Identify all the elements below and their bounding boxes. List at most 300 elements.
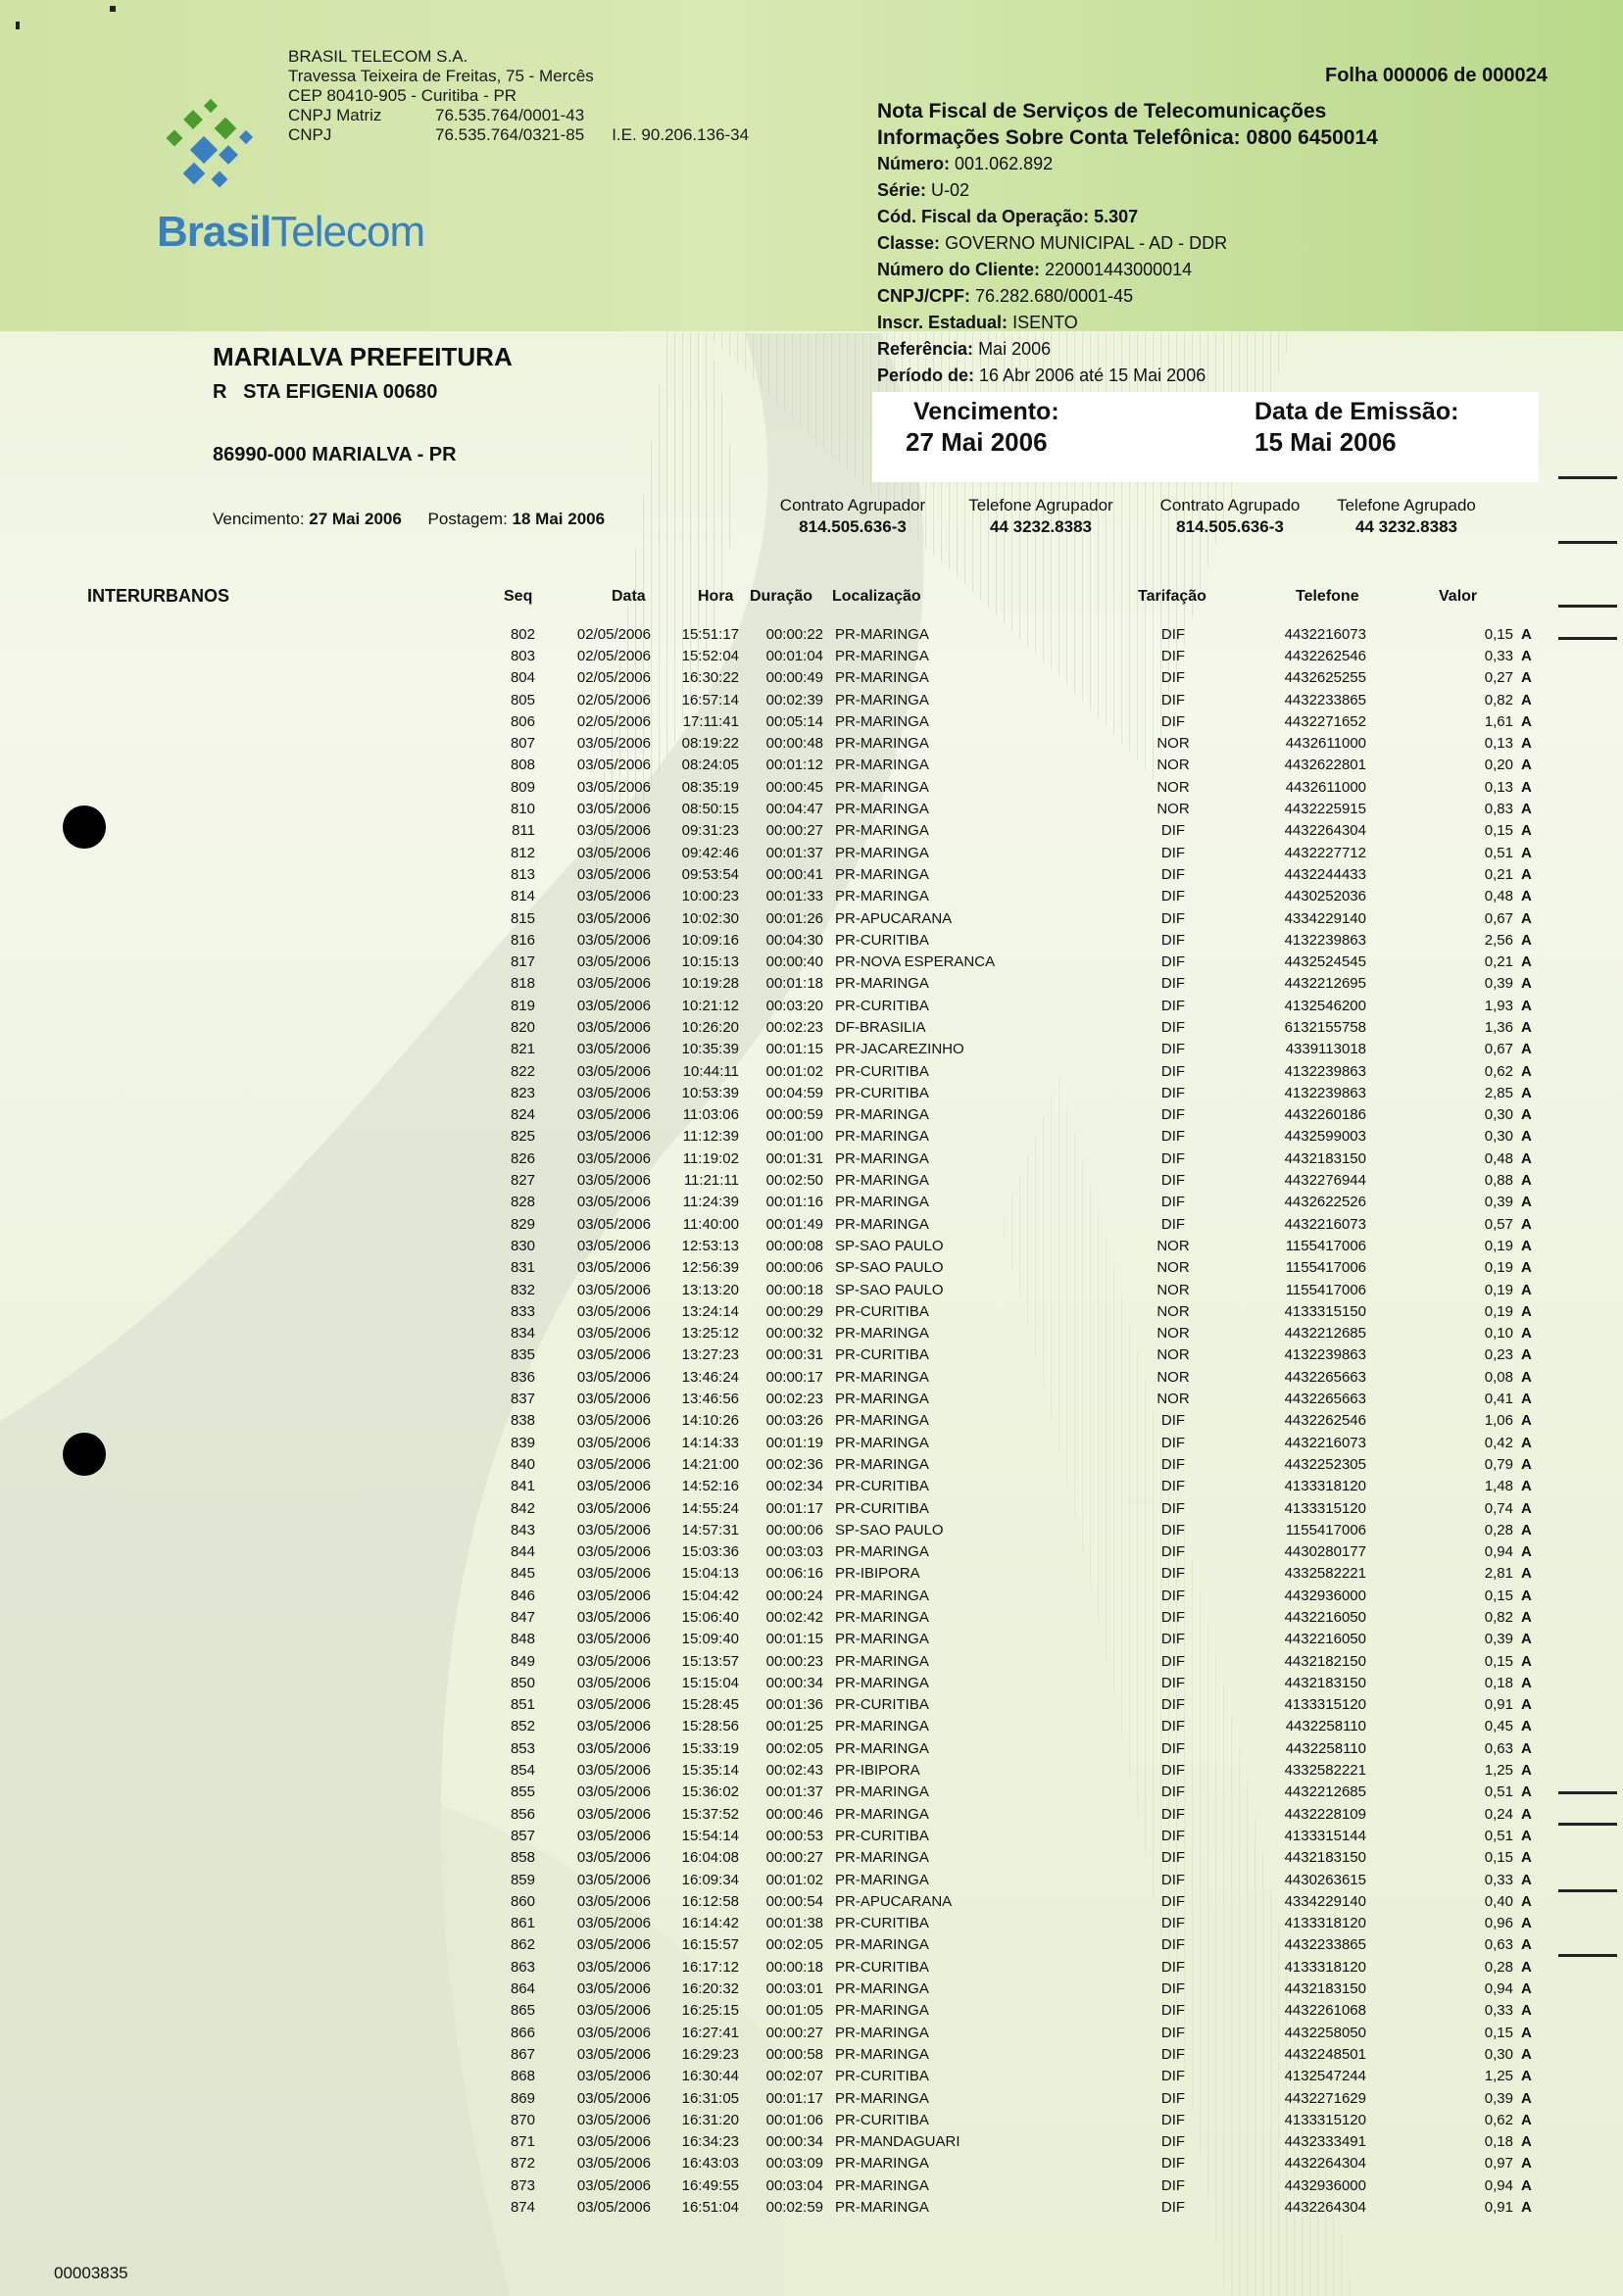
call-flag: A [1521, 1631, 1532, 1648]
company-cnpj-matriz-row [288, 106, 749, 125]
call-date: 03/05/2006 [576, 975, 651, 993]
inscr-value: ISENTO [1012, 313, 1078, 332]
table-row [470, 1169, 1541, 1191]
call-duration: 00:01:26 [765, 909, 823, 927]
call-value: 0,45 [1484, 1718, 1513, 1735]
call-date: 03/05/2006 [576, 1849, 651, 1867]
call-phone: 4432262546 [1284, 1412, 1366, 1430]
table-row [470, 1869, 1541, 1890]
call-time: 13:27:23 [681, 1346, 739, 1364]
call-seq: 839 [510, 1434, 535, 1451]
table-row [470, 1913, 1541, 1934]
call-tariff: DIF [1160, 1434, 1186, 1451]
call-phone: 4432212695 [1284, 975, 1366, 993]
call-tariff: NOR [1156, 1302, 1190, 1320]
call-flag: A [1521, 669, 1532, 687]
call-time: 15:28:45 [681, 1696, 739, 1714]
call-time: 14:57:31 [681, 1521, 739, 1539]
call-time: 08:19:22 [681, 735, 739, 753]
call-value: 0,51 [1484, 1827, 1513, 1844]
call-flag: A [1521, 1281, 1532, 1298]
call-date: 03/05/2006 [576, 931, 651, 949]
call-time: 16:04:08 [681, 1849, 739, 1867]
call-phone: 4432258110 [1285, 1739, 1366, 1757]
call-date: 03/05/2006 [576, 1172, 651, 1190]
call-date: 03/05/2006 [576, 1499, 651, 1517]
call-flag: A [1521, 1434, 1532, 1451]
call-duration: 00:01:12 [765, 757, 823, 774]
call-location: PR-MARINGA [835, 1149, 929, 1167]
margin-mark [1558, 637, 1617, 640]
nota-classe-row [877, 230, 1378, 257]
call-date: 02/05/2006 [576, 712, 651, 730]
call-tariff: DIF [1160, 1172, 1186, 1190]
call-phone: 4432276944 [1284, 1172, 1366, 1190]
call-time: 15:04:42 [681, 1587, 739, 1604]
table-row [470, 973, 1541, 995]
call-duration: 00:02:05 [765, 1739, 823, 1757]
call-location: PR-MARINGA [835, 1587, 929, 1604]
call-seq: 821 [510, 1041, 535, 1058]
table-row [470, 1585, 1541, 1606]
posting-value: 18 Mai 2006 [512, 510, 606, 528]
call-tariff: NOR [1156, 1325, 1190, 1343]
call-time: 15:09:40 [681, 1631, 739, 1648]
call-time: 11:03:06 [682, 1106, 739, 1124]
call-tariff: DIF [1160, 822, 1186, 840]
call-date: 03/05/2006 [576, 1915, 651, 1932]
call-duration: 00:01:00 [765, 1128, 823, 1146]
call-tariff: DIF [1160, 2111, 1186, 2128]
call-phone: 4133315120 [1284, 2111, 1366, 2128]
call-value: 2,81 [1484, 1565, 1513, 1583]
inscr-label: Inscr. Estadual: [877, 313, 1008, 332]
call-value: 0,33 [1484, 647, 1513, 664]
call-location: PR-MARINGA [835, 647, 929, 664]
call-phone: 4432183150 [1284, 1149, 1366, 1167]
call-phone: 4430280177 [1284, 1543, 1366, 1561]
call-seq: 867 [510, 2045, 535, 2063]
call-value: 0,21 [1484, 953, 1513, 971]
call-value: 0,13 [1484, 778, 1513, 796]
nota-cnpjcpf-row [877, 283, 1378, 310]
call-date: 02/05/2006 [576, 691, 651, 708]
call-flag: A [1521, 625, 1532, 643]
call-tariff: NOR [1156, 778, 1190, 796]
call-time: 12:53:13 [681, 1237, 739, 1254]
call-value: 1,61 [1484, 712, 1513, 730]
call-seq: 825 [510, 1128, 535, 1146]
table-row [470, 1803, 1541, 1825]
call-seq: 859 [510, 1871, 535, 1888]
call-time: 16:14:42 [681, 1915, 739, 1932]
table-row [470, 2196, 1541, 2218]
call-flag: A [1521, 1062, 1532, 1080]
call-duration: 00:00:23 [765, 1652, 823, 1670]
group-phone-agrupador [948, 495, 1134, 538]
call-duration: 00:01:49 [765, 1215, 823, 1233]
call-value: 0,94 [1484, 2176, 1513, 2194]
call-location: PR-MARINGA [835, 1849, 929, 1867]
serie-value: U-02 [931, 180, 970, 200]
cnpj-label: CNPJ [288, 125, 332, 144]
call-tariff: DIF [1160, 1215, 1186, 1233]
call-date: 03/05/2006 [576, 1718, 651, 1735]
call-flag: A [1521, 1739, 1532, 1757]
call-phone: 4133318120 [1284, 1915, 1366, 1932]
call-location: PR-MARINGA [835, 1391, 929, 1408]
call-date: 03/05/2006 [576, 1346, 651, 1364]
table-row [470, 1148, 1541, 1169]
header-duracao: Duração [750, 588, 813, 605]
call-phone: 4432265663 [1284, 1368, 1366, 1386]
call-location: PR-MARINGA [835, 1128, 929, 1146]
call-duration: 00:00:18 [765, 1281, 823, 1298]
call-phone: 4334229140 [1284, 909, 1366, 927]
call-value: 0,57 [1484, 1215, 1513, 1233]
call-seq: 803 [510, 647, 535, 664]
call-flag: A [1521, 757, 1532, 774]
call-phone: 4432216073 [1284, 1215, 1366, 1233]
call-seq: 853 [510, 1739, 535, 1757]
call-value: 0,79 [1484, 1455, 1513, 1473]
call-location: PR-MARINGA [835, 1980, 929, 1998]
call-tariff: DIF [1160, 2089, 1186, 2107]
numero-value: 001.062.892 [955, 154, 1054, 173]
call-seq: 849 [510, 1652, 535, 1670]
call-duration: 00:02:23 [765, 1391, 823, 1408]
call-duration: 00:04:47 [765, 801, 823, 818]
call-flag: A [1521, 1041, 1532, 1058]
call-phone: 4133315150 [1284, 1302, 1366, 1320]
call-phone: 4432182150 [1284, 1652, 1366, 1670]
call-flag: A [1521, 1149, 1532, 1167]
call-duration: 00:01:15 [765, 1041, 823, 1058]
call-time: 16:31:05 [681, 2089, 739, 2107]
call-time: 15:54:14 [681, 1827, 739, 1844]
call-seq: 868 [510, 2068, 535, 2085]
call-time: 15:51:17 [681, 625, 739, 643]
call-flag: A [1521, 778, 1532, 796]
call-location: PR-MARINGA [835, 2155, 929, 2173]
table-row [470, 1388, 1541, 1409]
call-time: 08:24:05 [681, 757, 739, 774]
call-seq: 865 [510, 2002, 535, 2020]
call-location: PR-MARINGA [835, 1871, 929, 1888]
call-tariff: DIF [1160, 1412, 1186, 1430]
call-phone: 4432233865 [1284, 691, 1366, 708]
call-date: 03/05/2006 [576, 2199, 651, 2217]
call-value: 0,51 [1484, 1783, 1513, 1801]
venc-value-small: 27 Mai 2006 [309, 510, 402, 528]
call-phone: 4430252036 [1284, 888, 1366, 905]
call-seq: 802 [510, 625, 535, 643]
call-tariff: DIF [1160, 691, 1186, 708]
call-flag: A [1521, 1871, 1532, 1888]
call-time: 11:19:02 [682, 1149, 739, 1167]
header-tarifacao: Tarifação [1138, 588, 1206, 605]
call-location: PR-MARINGA [835, 1631, 929, 1648]
call-duration: 00:02:07 [765, 2068, 823, 2085]
call-value: 0,94 [1484, 1980, 1513, 1998]
call-time: 16:27:41 [681, 2024, 739, 2041]
group-phone-agrupado [1313, 495, 1500, 538]
call-phone: 4432611000 [1285, 735, 1366, 753]
call-seq: 815 [510, 909, 535, 927]
call-time: 10:09:16 [681, 931, 739, 949]
call-time: 15:15:04 [681, 1674, 739, 1691]
call-duration: 00:02:59 [765, 2199, 823, 2217]
call-location: PR-MARINGA [835, 1718, 929, 1735]
call-seq: 835 [510, 1346, 535, 1364]
call-date: 03/05/2006 [576, 1041, 651, 1058]
call-duration: 00:00:06 [765, 1259, 823, 1277]
call-flag: A [1521, 1609, 1532, 1626]
call-date: 03/05/2006 [576, 1652, 651, 1670]
call-time: 15:52:04 [681, 647, 739, 664]
margin-mark [1558, 1889, 1617, 1892]
call-location: PR-MARINGA [835, 2176, 929, 2194]
call-location: PR-MARINGA [835, 1674, 929, 1691]
call-time: 15:36:02 [681, 1783, 739, 1801]
call-date: 03/05/2006 [576, 1609, 651, 1626]
group-value: 44 3232.8383 [990, 517, 1092, 536]
table-row [470, 1039, 1541, 1060]
call-value: 1,25 [1484, 1762, 1513, 1780]
call-flag: A [1521, 1958, 1532, 1976]
call-duration: 00:01:17 [765, 1499, 823, 1517]
call-flag: A [1521, 844, 1532, 861]
call-phone: 4133318120 [1284, 1958, 1366, 1976]
call-tariff: NOR [1156, 1259, 1190, 1277]
call-tariff: DIF [1160, 1958, 1186, 1976]
call-location: PR-MARINGA [835, 1805, 929, 1823]
call-location: PR-MARINGA [835, 712, 929, 730]
table-row [470, 732, 1541, 754]
call-phone: 4133315144 [1284, 1827, 1366, 1844]
call-seq: 871 [510, 2133, 535, 2151]
table-row [470, 689, 1541, 710]
table-row [470, 1825, 1541, 1846]
call-flag: A [1521, 1237, 1532, 1254]
call-seq: 861 [510, 1915, 535, 1932]
call-phone: 4432599003 [1284, 1128, 1366, 1146]
call-date: 02/05/2006 [576, 625, 651, 643]
call-tariff: DIF [1160, 1631, 1186, 1648]
call-location: PR-MARINGA [835, 844, 929, 861]
margin-mark [1558, 605, 1617, 608]
call-location: PR-MARINGA [835, 865, 929, 883]
table-row [470, 1978, 1541, 1999]
margin-mark [1558, 1823, 1617, 1826]
table-row [470, 1890, 1541, 1912]
company-name: BRASIL TELECOM S.A. [288, 47, 468, 66]
table-row [470, 2087, 1541, 2109]
margin-mark [1558, 1954, 1617, 1957]
call-location: PR-CURITIBA [835, 1478, 929, 1495]
customer-block [213, 339, 513, 472]
table-row [470, 798, 1541, 819]
call-phone: 4432622526 [1284, 1194, 1366, 1211]
call-time: 15:13:57 [681, 1652, 739, 1670]
nota-inscr-row [877, 310, 1378, 336]
call-date: 03/05/2006 [576, 1739, 651, 1757]
call-time: 08:35:19 [681, 778, 739, 796]
call-value: 1,48 [1484, 1478, 1513, 1495]
call-tariff: DIF [1160, 1915, 1186, 1932]
margin-mark [1558, 541, 1617, 544]
call-duration: 00:00:31 [765, 1346, 823, 1364]
call-phone: 4432265663 [1284, 1391, 1366, 1408]
call-duration: 00:00:24 [765, 1587, 823, 1604]
call-seq: 833 [510, 1302, 535, 1320]
call-value: 0,63 [1484, 1739, 1513, 1757]
call-tariff: DIF [1160, 1762, 1186, 1780]
call-time: 10:02:30 [681, 909, 739, 927]
call-seq: 852 [510, 1718, 535, 1735]
call-value: 0,21 [1484, 865, 1513, 883]
call-value: 0,19 [1484, 1302, 1513, 1320]
call-duration: 00:00:46 [765, 1805, 823, 1823]
call-location: PR-MARINGA [835, 757, 929, 774]
call-tariff: DIF [1160, 1062, 1186, 1080]
call-value: 2,85 [1484, 1084, 1513, 1101]
call-value: 0,88 [1484, 1172, 1513, 1190]
header-seq: Seq [504, 588, 533, 605]
call-date: 03/05/2006 [576, 1892, 651, 1910]
call-location: PR-CURITIBA [835, 1499, 929, 1517]
call-date: 03/05/2006 [576, 778, 651, 796]
call-location: PR-MARINGA [835, 1215, 929, 1233]
call-value: 0,28 [1484, 1958, 1513, 1976]
call-seq: 874 [510, 2199, 535, 2217]
nota-cod-row [877, 204, 1378, 230]
call-flag: A [1521, 997, 1532, 1014]
footer-code: 00003835 [54, 2264, 128, 2282]
call-duration: 00:02:36 [765, 1455, 823, 1473]
call-location: PR-MARINGA [835, 1412, 929, 1430]
call-tariff: NOR [1156, 757, 1190, 774]
call-time: 16:30:44 [681, 2068, 739, 2085]
call-location: PR-MARINGA [835, 778, 929, 796]
call-date: 03/05/2006 [576, 1128, 651, 1146]
call-value: 0,15 [1484, 1587, 1513, 1604]
nota-serie-row [877, 177, 1378, 204]
call-date: 03/05/2006 [576, 1106, 651, 1124]
call-value: 0,67 [1484, 909, 1513, 927]
header-data: Data [612, 588, 646, 605]
call-value: 0,19 [1484, 1237, 1513, 1254]
call-flag: A [1521, 1499, 1532, 1517]
table-row [470, 1257, 1541, 1279]
calls-table [470, 623, 1541, 2219]
call-tariff: DIF [1160, 2199, 1186, 2217]
call-duration: 00:00:54 [765, 1892, 823, 1910]
call-time: 16:20:32 [681, 1980, 739, 1998]
call-flag: A [1521, 931, 1532, 949]
call-tariff: DIF [1160, 2002, 1186, 2020]
call-tariff: DIF [1160, 1805, 1186, 1823]
call-phone: 6132155758 [1284, 1018, 1366, 1036]
call-tariff: DIF [1160, 1018, 1186, 1036]
ref-label: Referência: [877, 339, 974, 359]
call-phone: 4432262546 [1284, 647, 1366, 664]
call-tariff: NOR [1156, 1281, 1190, 1298]
call-seq: 814 [510, 888, 535, 905]
call-time: 13:46:24 [681, 1368, 739, 1386]
call-tariff: DIF [1160, 2068, 1186, 2085]
call-duration: 00:02:23 [765, 1018, 823, 1036]
call-tariff: DIF [1160, 844, 1186, 861]
call-value: 0,24 [1484, 1805, 1513, 1823]
call-time: 11:24:39 [682, 1194, 739, 1211]
group-label: Contrato Agrupador [779, 496, 926, 514]
cnpj-matriz-label: CNPJ Matriz [288, 106, 382, 124]
call-duration: 00:02:50 [765, 1172, 823, 1190]
call-date: 03/05/2006 [576, 1696, 651, 1714]
table-row [470, 1453, 1541, 1475]
call-flag: A [1521, 1106, 1532, 1124]
call-time: 10:53:39 [681, 1084, 739, 1101]
call-phone: 4432625255 [1284, 669, 1366, 687]
call-time: 15:37:52 [681, 1805, 739, 1823]
call-date: 03/05/2006 [576, 1565, 651, 1583]
call-flag: A [1521, 2111, 1532, 2128]
call-location: PR-MARINGA [835, 822, 929, 840]
call-phone: 4432212685 [1284, 1325, 1366, 1343]
call-date: 03/05/2006 [576, 2002, 651, 2020]
table-row [470, 1366, 1541, 1388]
call-date: 03/05/2006 [576, 822, 651, 840]
cnpjcpf-label: CNPJ/CPF: [877, 286, 971, 306]
call-tariff: DIF [1160, 2133, 1186, 2151]
call-seq: 809 [510, 778, 535, 796]
call-value: 1,93 [1484, 997, 1513, 1014]
call-time: 16:15:57 [681, 1936, 739, 1954]
call-seq: 828 [510, 1194, 535, 1211]
call-date: 03/05/2006 [576, 801, 651, 818]
call-tariff: NOR [1156, 1368, 1190, 1386]
table-row [470, 1016, 1541, 1038]
call-time: 10:21:12 [681, 997, 739, 1014]
call-seq: 842 [510, 1499, 535, 1517]
call-phone: 4432261068 [1284, 2002, 1366, 2020]
call-phone: 4432225915 [1284, 801, 1366, 818]
call-value: 0,91 [1484, 1696, 1513, 1714]
call-location: PR-MARINGA [835, 1172, 929, 1190]
call-value: 0,19 [1484, 1259, 1513, 1277]
call-duration: 00:02:43 [765, 1762, 823, 1780]
call-flag: A [1521, 1391, 1532, 1408]
call-duration: 00:00:17 [765, 1368, 823, 1386]
call-seq: 863 [510, 1958, 535, 1976]
call-date: 03/05/2006 [576, 1478, 651, 1495]
call-value: 0,20 [1484, 757, 1513, 774]
call-tariff: NOR [1156, 1391, 1190, 1408]
call-value: 0,23 [1484, 1346, 1513, 1364]
call-date: 03/05/2006 [576, 2068, 651, 2085]
call-phone: 1155417006 [1285, 1521, 1366, 1539]
table-row [470, 1737, 1541, 1759]
call-phone: 4132239863 [1284, 931, 1366, 949]
call-value: 0,39 [1484, 1631, 1513, 1648]
call-duration: 00:03:20 [765, 997, 823, 1014]
call-seq: 856 [510, 1805, 535, 1823]
numero-label: Número: [877, 154, 951, 173]
header-valor: Valor [1439, 588, 1478, 605]
table-row [470, 1563, 1541, 1585]
table-row [470, 1956, 1541, 1978]
